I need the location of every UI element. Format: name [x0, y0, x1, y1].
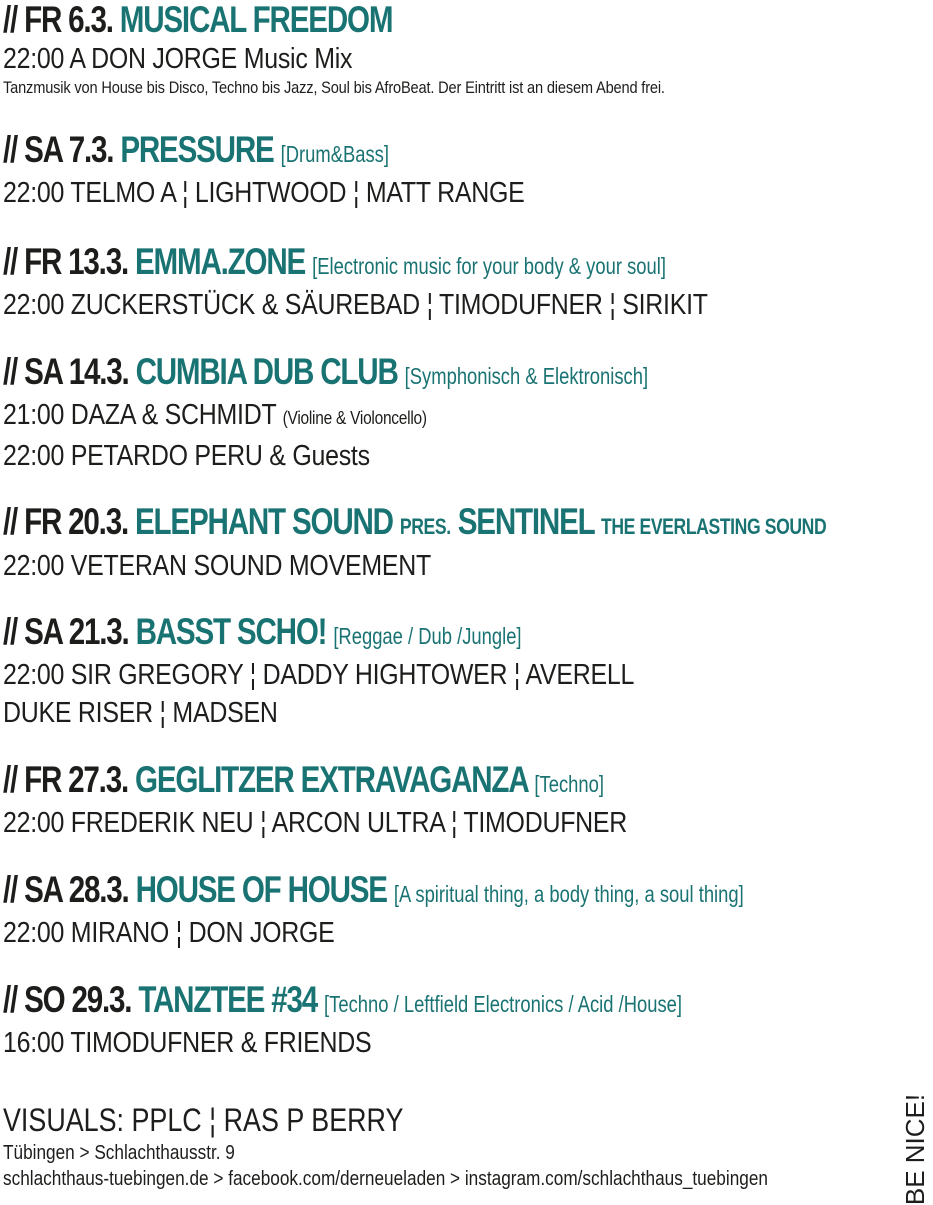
start-time: 22:00 — [3, 43, 65, 75]
acts: VETERAN SOUND MOVEMENT — [70, 550, 431, 582]
event-fr-13-3 — [3, 242, 832, 324]
event-title: BASST SCHO! — [135, 611, 327, 652]
event-heading — [3, 870, 744, 914]
event-title: GEGLITZER EXTRAVAGANZA — [135, 759, 528, 800]
acts: TELMO A ¦ LIGHTWOOD ¦ MATT RANGE — [70, 177, 525, 209]
event-title: PRESSURE — [120, 129, 274, 170]
event-heading — [3, 352, 648, 396]
event-sa-14-3 — [3, 352, 809, 475]
be-nice-side-text — [899, 1093, 933, 1205]
lineup-line — [3, 804, 627, 842]
event-date: // FR 6.3. — [3, 0, 113, 40]
event-title: CUMBIA DUB CLUB — [135, 351, 398, 392]
event-sa-28-3 — [3, 870, 929, 952]
start-time: 22:00 — [3, 289, 65, 321]
venue-links: schlachthaus-tuebingen.de > facebook.com/derneueladen > instagram.com/schlachthaus_tuebingen — [3, 1168, 768, 1190]
event-fr-6-3 — [3, 0, 773, 98]
lineup-line — [3, 547, 431, 585]
lineup-line — [3, 286, 708, 324]
event-date: // SA 28.3. — [3, 869, 129, 910]
event-date: // SA 21.3. — [3, 611, 129, 652]
event-title-subtitle: THE EVERLASTING SOUND — [601, 514, 827, 539]
lineup-line — [3, 437, 370, 475]
event-heading — [3, 980, 682, 1024]
acts: DUKE RISER ¦ MADSEN — [3, 697, 278, 729]
event-description: Tanzmusik von House bis Disco, Techno bis Jazz, Soul bis AfroBeat. Der Eintritt ist an diesem Abend frei. — [3, 78, 665, 97]
event-date: // SA 14.3. — [3, 351, 129, 392]
event-title: MUSICAL FREEDOM — [119, 0, 393, 40]
event-title: ELEPHANT SOUND — [135, 501, 393, 542]
start-time: 22:00 — [3, 917, 65, 949]
lineup-line — [3, 914, 335, 952]
acts: A DON JORGE Music Mix — [69, 43, 353, 75]
event-date: // FR 13.3. — [3, 241, 128, 282]
start-time: 22:00 — [3, 177, 65, 209]
genre-tag: [Techno / Leftfield Electronics / Acid /House] — [324, 991, 683, 1017]
acts: DAZA & SCHMIDT — [70, 399, 276, 431]
acts: SIR GREGORY ¦ DADDY HIGHTOWER ¦ AVERELL — [70, 659, 635, 691]
event-heading — [3, 612, 522, 656]
lineup-line — [3, 396, 427, 437]
start-time: 16:00 — [3, 1027, 65, 1059]
genre-tag: [Techno] — [534, 771, 604, 797]
acts: PETARDO PERU & Guests — [70, 440, 370, 472]
start-time: 22:00 — [3, 659, 65, 691]
genre-tag: [Reggae / Dub /Jungle] — [333, 623, 522, 649]
event-sa-7-3 — [3, 130, 609, 212]
event-fr-20-3 — [3, 502, 933, 585]
footer — [3, 1100, 892, 1192]
lineup-line — [3, 694, 278, 732]
lineup-line — [3, 40, 352, 78]
event-title: TANZTEE #34 — [138, 979, 318, 1020]
lineup-line — [3, 174, 524, 212]
event-title-secondary: SENTINEL — [457, 501, 594, 542]
event-date: // FR 27.3. — [3, 759, 128, 800]
start-time: 22:00 — [3, 440, 65, 472]
acts: ZUCKERSTÜCK & SÄUREBAD ¦ TIMODUFNER ¦ SIRIKIT — [70, 289, 708, 321]
start-time: 22:00 — [3, 807, 65, 839]
event-sa-21-3 — [3, 612, 737, 732]
event-title-pres: PRES. — [399, 514, 451, 539]
acts: TIMODUFNER & FRIENDS — [70, 1027, 372, 1059]
venue-address: Tübingen > Schlachthausstr. 9 — [3, 1142, 235, 1164]
event-fr-27-3 — [3, 760, 754, 842]
event-date: // SA 7.3. — [3, 129, 114, 170]
event-title: EMMA.ZONE — [135, 241, 306, 282]
event-heading — [3, 502, 826, 547]
start-time: 22:00 — [3, 550, 65, 582]
visuals-credit: VISUALS: PPLC ¦ RAS P BERRY — [3, 1102, 404, 1138]
event-date: // FR 20.3. — [3, 501, 128, 542]
act-note: (Violine & Violoncello) — [282, 408, 427, 428]
event-heading — [3, 760, 604, 804]
lineup-line — [3, 1024, 371, 1062]
event-heading — [3, 130, 389, 174]
acts: FREDERIK NEU ¦ ARCON ULTRA ¦ TIMODUFNER — [70, 807, 628, 839]
genre-tag: [Symphonisch & Elektronisch] — [404, 363, 649, 389]
lineup-line — [3, 656, 634, 694]
genre-tag: [A spiritual thing, a body thing, a soul thing] — [393, 881, 744, 907]
event-heading — [3, 0, 392, 40]
event-date: // SO 29.3. — [3, 979, 132, 1020]
event-so-29-3 — [3, 980, 852, 1062]
event-heading — [3, 242, 666, 286]
genre-tag: [Electronic music for your body & your soul] — [312, 253, 666, 279]
acts: MIRANO ¦ DON JORGE — [70, 917, 335, 949]
genre-tag: [Drum&Bass] — [280, 141, 389, 167]
event-title: HOUSE OF HOUSE — [135, 869, 387, 910]
start-time: 21:00 — [3, 399, 65, 431]
be-nice-label: BE NICE! — [900, 1093, 931, 1205]
